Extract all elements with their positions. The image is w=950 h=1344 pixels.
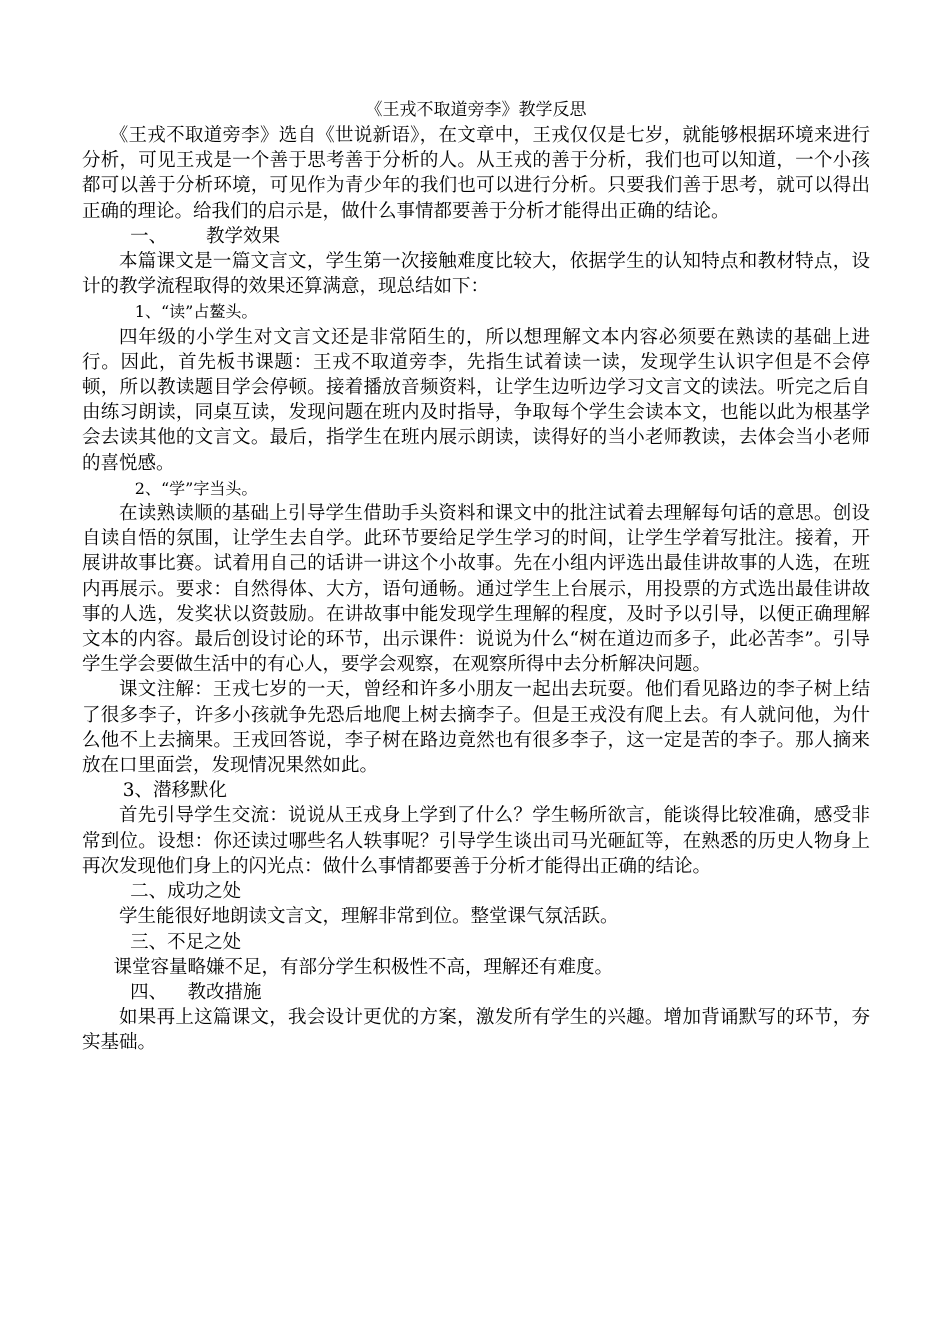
section-1-paragraph: 本篇课文是一篇文言文，学生第一次接触难度比较大，依据学生的认知特点和教材特点，设计的教学流程取得的效果还算满意，现总结如下： <box>82 251 870 298</box>
section-2-heading: 二、成功之处 <box>130 881 242 903</box>
section-4-number: 四、 <box>130 981 168 1003</box>
item-3-heading: 3、潜移默化 <box>122 780 227 802</box>
intro-paragraph: 《王戎不取道旁李》选自《世说新语》，在文章中，王戎仅仅是七岁，就能够根据环境来进行分析，可见王戎是一个善于思考善于分析的人。从王戎的善于分析，我们也可以知道，一个小孩都可以善于分析环境，可见作为青少年的我们也可以进行分析。只要我们善于思考，就可以得出正确的理论。给我们的启示是，做什么事情都要善于分析才能得出正确的结论。 <box>82 125 870 222</box>
item-3-paragraph: 首先引导学生交流：说说从王戎身上学到了什么？学生畅所欲言，能谈得比较准确，感受非常到位。设想：你还读过哪些名人轶事呢？引导学生谈出司马光砸缸等，在熟悉的历史人物身上再次发现他们身上的闪光点：做什么事情都要善于分析才能得出正确的结论。 <box>82 805 870 877</box>
document-page <box>82 98 870 1056</box>
section-1-heading <box>82 224 870 249</box>
item-1-paragraph: 四年级的小学生对文言文还是非常陌生的，所以想理解文本内容必须要在熟读的基础上进行。因此，首先板书课题：王戎不取道旁李，先指生试着读一读，发现学生认识字但是不会停顿，所以教读题目学会停顿。接着播放音频资料，让学生边听边学习文言文的读法。听完之后自由练习朗读，同桌互读，发现问题在班内及时指导，争取每个学生会读本文，也能以此为根基学会去读其他的文言文。最后，指学生在班内展示朗读，读得好的当小老师教读，去体会当小老师的喜悦感。 <box>82 326 870 474</box>
section-3-paragraph: 课堂容量略嫌不足，有部分学生积极性不高，理解还有难度。 <box>113 956 613 978</box>
section-4-paragraph: 如果再上这篇课文，我会设计更优的方案，激发所有学生的兴趣。增加背诵默写的环节，夯实基础。 <box>82 1007 870 1054</box>
section-2-paragraph: 学生能很好地朗读文言文，理解非常到位。整堂课气氛活跃。 <box>119 906 619 928</box>
section-4-heading <box>82 980 870 1005</box>
item-1-heading: 1、“读”占鳌头。 <box>134 302 258 322</box>
item-2-heading: 2、“学”字当头。 <box>134 478 258 498</box>
section-4-title: 教改措施 <box>187 981 262 1003</box>
section-1-number: 一、 <box>130 225 168 247</box>
section-1-title: 教学效果 <box>205 225 280 247</box>
item-2-paragraph: 在读熟读顺的基础上引导学生借助手头资料和课文中的批注试着去理解每句话的意思。创设自读自悟的氛围，让学生去自学。此环节要给足学生学习的时间，让学生学着写批注。接着，开展讲故事比赛。试着用自己的话讲一讲这个小故事。先在小组内评选出最佳讲故事的人选，在班内再展示。要求：自然得体、大方，语句通畅。通过学生上台展示，用投票的方式选出最佳讲故事的人选，发奖状以资鼓励。在讲故事中能发现学生理解的程度，及时予以引导，以便正确理解文本的内容。最后创设讨论的环节，出示课件：说说为什么“树在道边而多子，此必苦李”。引导学生学会要做生活中的有心人，要学会观察，在观察所得中去分析解决问题。 <box>82 503 870 676</box>
section-3-heading: 三、不足之处 <box>130 931 242 953</box>
document-title: 《王戎不取道旁李》教学反思 <box>365 100 587 120</box>
item-2-note: 课文注解：王戎七岁的一天，曾经和许多小朋友一起出去玩耍。他们看见路边的李子树上结了很多李子，许多小孩就争先恐后地爬上树去摘李子。但是王戎没有爬上去。有人就问他，为什么他不上去摘果。王戎回答说，李子树在路边竟然也有很多李子，这一定是苦的李子。那人摘来放在口里面尝，发现情况果然如此。 <box>82 679 870 777</box>
